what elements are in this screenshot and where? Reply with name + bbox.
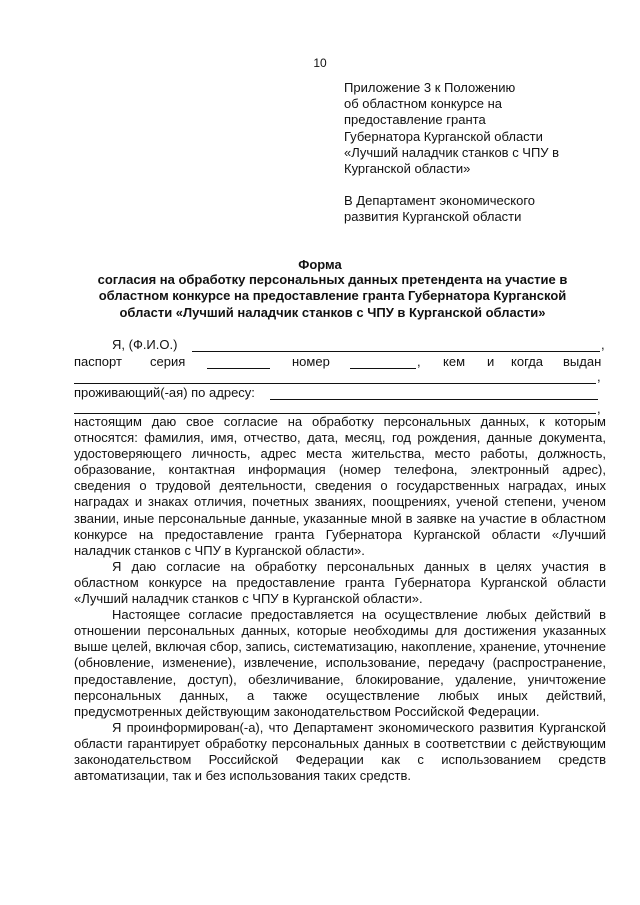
series-label: серия — [150, 354, 186, 369]
consent-text — [74, 414, 606, 784]
annex-line: Приложение 3 к Положению — [344, 80, 516, 95]
series-blank[interactable] — [207, 355, 270, 369]
page-number: 10 — [313, 56, 327, 70]
issued-blank[interactable] — [74, 370, 596, 384]
passport-label: паспорт — [74, 354, 122, 369]
annex-line: Курганской области» — [344, 161, 471, 177]
address-row — [74, 385, 606, 402]
annex-reference — [344, 80, 614, 177]
annex-line: «Лучший наладчик станков с ЧПУ в — [344, 144, 560, 160]
addressee-line: развития Курганской области — [344, 209, 522, 225]
paragraph-actions: Настоящее согласие предоставляется на осуществление любых действий в отношении персональных данных, которые необходимы для достижения указанных выше целей, включая сбор, запись, систематизацию, накопление, хранение, уточнение (обновление, изменение), извлечение, использование, передачу (распространение, предоставление, доступ), обезличивание, блокирование, удаление, уничтожение персональных данных, а также осуществление любых иных действий, предусмотренных действующим законодательством Российской Федерации. — [74, 607, 606, 719]
annex-line: Губернатора Курганской области — [344, 128, 543, 144]
form-subtitle-line: областном конкурсе на предоставление гранта Губернатора Курганской — [98, 288, 567, 304]
number-comma: , — [417, 354, 421, 369]
form-title: Форма — [298, 257, 342, 272]
form-subtitle-line: области «Лучший наладчик станков с ЧПУ в Курганской области» — [119, 304, 546, 320]
kem-label: кем — [443, 354, 466, 369]
address-blank[interactable] — [270, 386, 598, 400]
address-label: проживающий(-ая) по адресу: — [74, 385, 255, 400]
fio-comma: , — [601, 337, 605, 352]
annex-line: предоставление гранта — [344, 112, 486, 128]
address-blank-2[interactable] — [74, 401, 596, 414]
kogda-label: когда — [511, 354, 544, 369]
issued-comma: , — [597, 369, 601, 384]
paragraph-guarantee: Я проинформирован(-а), что Департамент экономического развития Курганской области гарантирует обработку персональных данных в соответствии с действующим законодательством Российской Федерации как с использованием средств автоматизации, так и без использования таких средств. — [74, 719, 606, 784]
form-subtitle-line: согласия на обработку персональных данных претендента на участие в — [97, 272, 568, 287]
addressee-line: В Департамент экономического — [344, 193, 536, 208]
i-label: и — [487, 354, 495, 369]
form-subtitle — [60, 272, 605, 321]
fio-row — [74, 337, 606, 354]
annex-line: об областном конкурсе на — [344, 96, 503, 112]
issued-row — [74, 369, 606, 386]
issued-label: выдан — [563, 354, 602, 369]
address-comma: , — [597, 401, 601, 416]
fio-label: Я, (Ф.И.О.) — [112, 337, 178, 352]
fio-blank[interactable] — [192, 338, 600, 352]
number-label: номер — [292, 354, 330, 369]
addressee — [344, 193, 614, 225]
number-blank[interactable] — [350, 355, 416, 369]
paragraph-data-list: настоящим даю свое согласие на обработку персональных данных, к которым относятся: фамилия, имя, отчество, дата, месяц, год рождения, данные документа, удостоверяющего личность, адрес места жительства, место работы, должность, образование, контактная информация (номер телефона, электронный адрес), сведения о трудовой деятельности, сведения о государственных наградах, иных наградах и знаках отличия, почетных званиях, поощрениях, ученой степени, ученом звании, иные персональные данные, указанные мной в заявке на участие в областном конкурсе на предоставление гранта Губернатора Курганской области «Лучший наладчик станков с ЧПУ в Курганской области». — [74, 414, 606, 558]
paragraph-purpose: Я даю согласие на обработку персональных данных в целях участия в областном конкурсе на предоставление гранта Губернатора Курганской области «Лучший наладчик станков с ЧПУ в Курганской области». — [74, 558, 606, 607]
